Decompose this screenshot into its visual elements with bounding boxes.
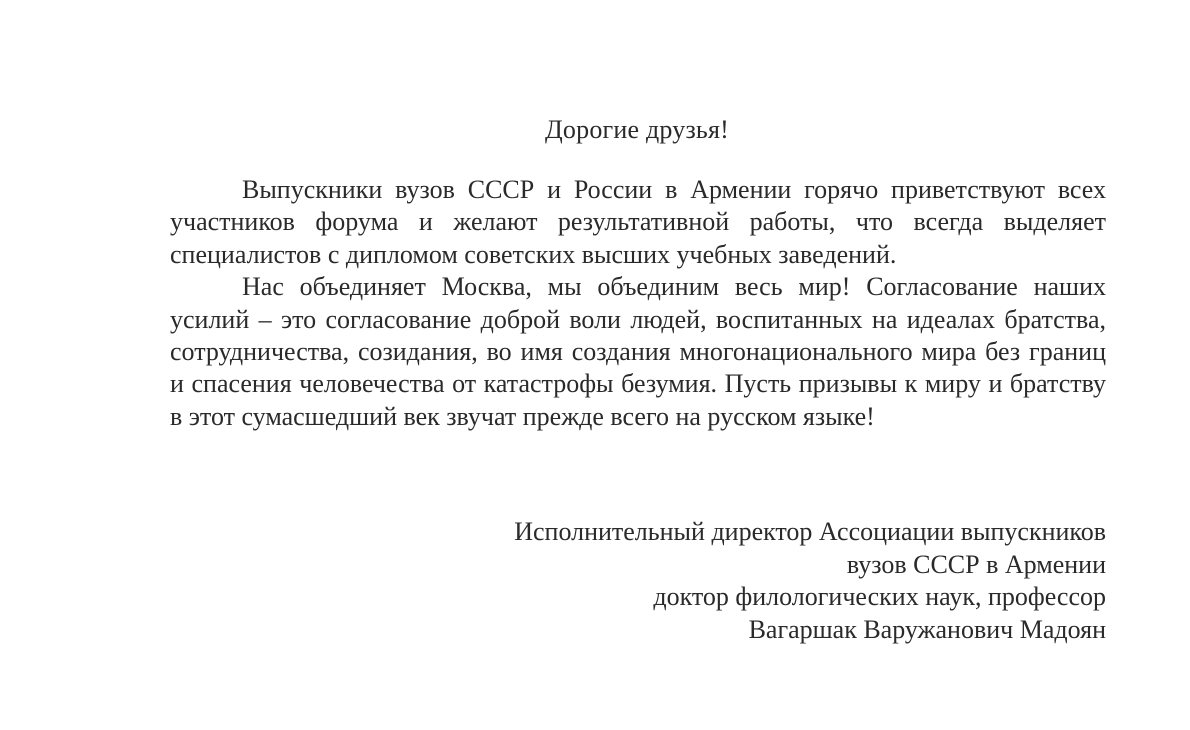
signature-position-line-1: Исполнительный директор Ассоциации выпускников bbox=[514, 517, 1106, 546]
letter-paragraph-2: Нас объединяет Москва, мы объединим весь мир! Согласование наших усилий – это согласование доброй воли людей, воспитанных на идеалах братства, сотрудничества, созидания, во имя создания многонационального мира без границ и спасения человечества от катастрофы безумия. Пусть призывы к миру и братству в этот сумасшедший век звучат прежде всего на русском языке! bbox=[170, 272, 1106, 431]
letter-paragraph-1: Выпускники вузов СССР и России в Армении горячо приветствуют всех участников форума и желают результативной работы, что всегда выделяет специалистов с дипломом советских высших учебных заведений. bbox=[170, 175, 1106, 269]
letter-body bbox=[170, 174, 1106, 433]
signature-degree: доктор филологических наук, профессор bbox=[653, 582, 1106, 611]
letter-greeting: Дорогие друзья! bbox=[545, 115, 729, 144]
signature-position-line-2: вузов СССР в Армении bbox=[846, 549, 1106, 579]
signature-name: Вагаршак Варужанович Мадоян bbox=[748, 614, 1106, 644]
signature-block bbox=[514, 516, 1106, 646]
